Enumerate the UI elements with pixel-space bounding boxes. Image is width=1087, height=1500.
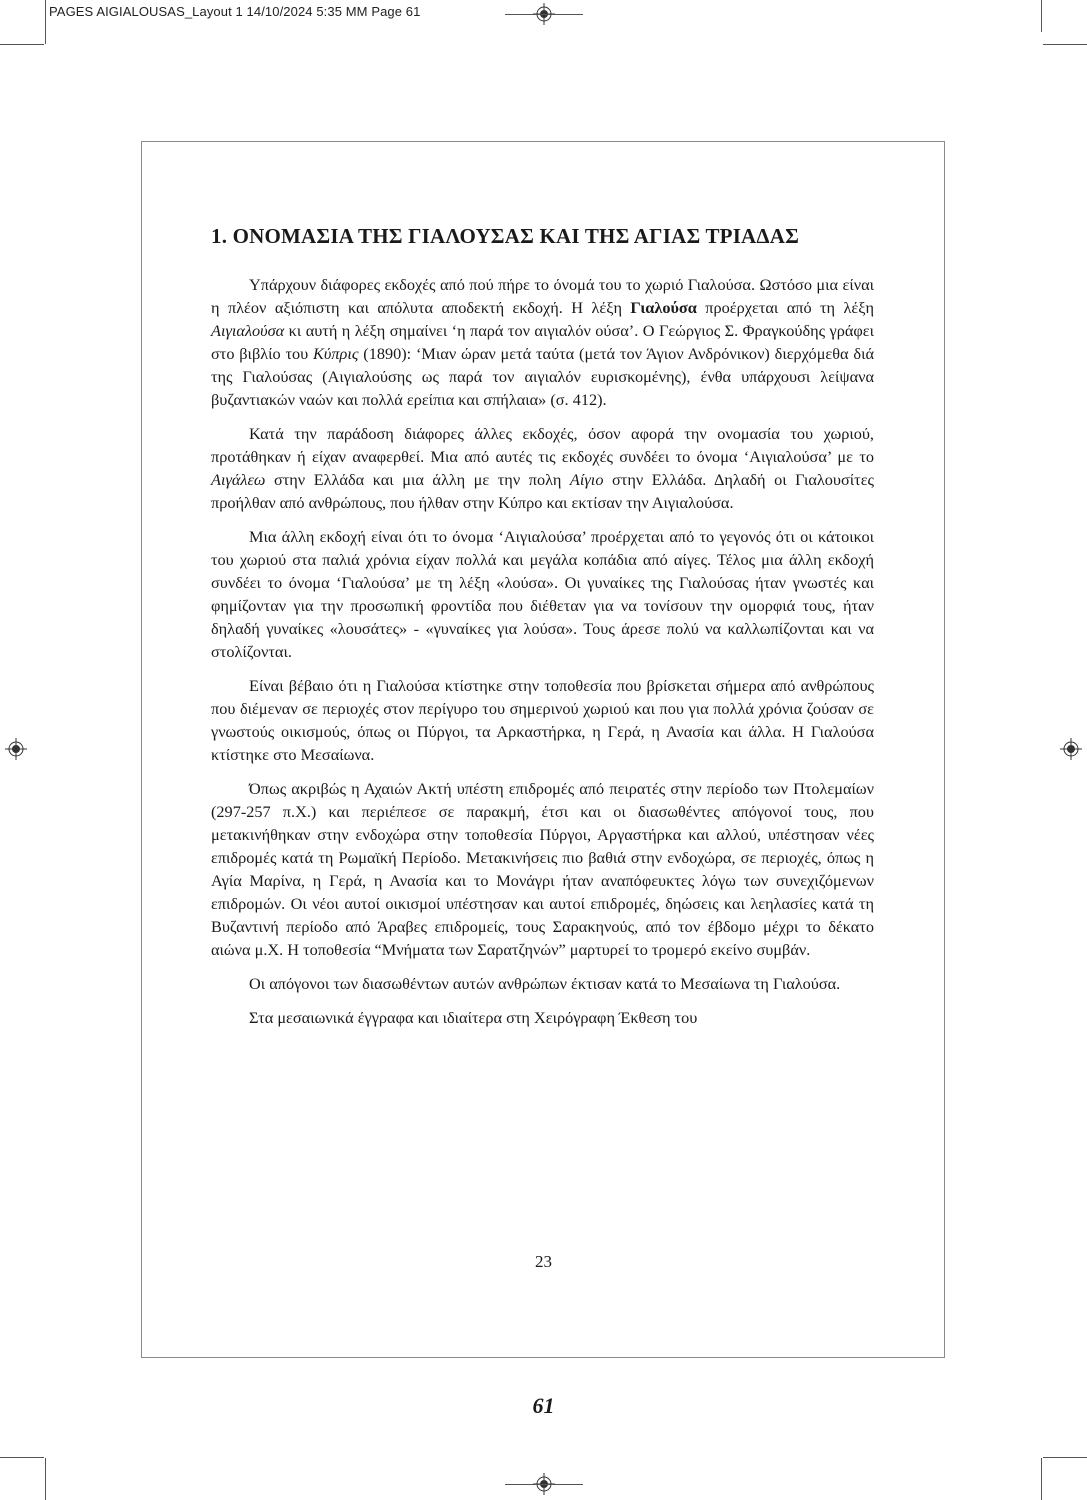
handwritten-page-number: 61	[532, 1393, 555, 1418]
paragraph-5: Όπως ακριβώς η Αχαιών Ακτή υπέστη επιδρομές από πειρατές στην περίοδο των Πτολεμαίων (297-257 π.Χ.) και περιέπεσε σε παρακμή, έτσι και οι διασωθέντες απόγονοί τους, που μετακινήθηκαν στην ενδοχώρα στην τοποθεσία Πύργοι, Αργαστήρκα και αλλού, υπέστησαν νέες επιδρομές κατά τη Ρωμαϊκή Περίοδο. Μετακινήσεις πιο βαθιά στην ενδοχώρα, σε περιοχές, όπως η Αγία Μαρίνα, η Γερά, η Ανασία και το Μονάγρι ήταν αναπόφευκτες λόγω των συνεχιζόμενων επιδρομών. Οι νέοι αυτοί οικισμοί υπέστησαν και αυτοί επιδρομές, δηώσεις και λεηλασίες κατά τη Βυζαντινή περίοδο από Άραβες επιδρομείς, τους Σαρακηνούς, από τον έβδομο μέχρι το δέκατο αιώνα μ.Χ. Η τοποθεσία “Μνήματα των Σαρατζηνών” μαρτυρεί το τρομερό εκείνο συμβάν.	[211, 779, 874, 959]
italic-term: Αίγιο	[569, 470, 604, 489]
print-slug: PAGES AIGIALOUSAS_Layout 1 14/10/2024 5:35 ΜΜ Page 61	[49, 4, 421, 19]
paragraph-7: Στα μεσαιωνικά έγγραφα και ιδιαίτερα στη Χειρόγραφη Έκθεση του	[249, 1008, 698, 1027]
registration-mark-right-icon	[1060, 738, 1082, 760]
paragraph-6: Οι απόγονοι των διασωθέντων αυτών ανθρώπων έκτισαν κατά το Μεσαίωνα τη Γιαλούσα.	[249, 974, 841, 993]
text-run: στην Ελλάδα και μια άλλη με την πολη	[265, 470, 570, 489]
text-run: κι αυτή η λέξη σημαίνει ‘η παρά τον αιγιαλόν ούσα’. Ο Γεώργιος Σ. Φραγκούδης γράφει στο βιβλίο του	[211, 321, 874, 363]
italic-term: Αιγάλεω	[211, 470, 266, 489]
text-run: (1890): ‘Μιαν ώραν μετά ταύτα (μετά τον Άγιον Ανδρόνικον) διερχόμεθα διά της Γιαλούσας (Αιγιαλούσης ως παρά τον αιγιαλόν ευρισκομένης), ένθα υπάρχουσι λείψανα βυζαντιακών ναών και πολλά ερείπια και σπήλαια» (σ. 412).	[211, 344, 874, 409]
paragraph-3: Μια άλλη εκδοχή είναι ότι το όνομα ‘Αιγιαλούσα’ προέρχεται από το γεγονός ότι οι κάτοικοι του χωριού στα παλιά χρόνια είχαν πολλά και μεγάλα κοπάδια από αίγες. Τέλος μια άλλη εκδοχή συνδέει το όνομα ‘Γιαλούσα’ με τη λέξη «λούσα». Οι γυναίκες της Γιαλούσας ήταν γνωστές και φημίζονταν για την προσωπική φροντίδα που διέθεταν για να τονίσουν την ομορφιά τους, ήταν δηλαδή γυναίκες «λουσάτες» - «γυναίκες για λούσα». Τους άρεσε πολύ να καλλωπίζονται και να στολίζονται.	[211, 527, 874, 661]
text-run: Υπάρχουν διάφορες εκδοχές από πού πήρε το όνομά του το χωριό Γιαλούσα. Ωστόσο μια είναι η πλέον αξιόπιστη και απόλυτα αποδεκτή εκδοχή. Η λέξη	[211, 275, 874, 317]
paragraph-4: Είναι βέβαιο ότι η Γιαλούσα κτίστηκε στην τοποθεσία που βρίσκεται σήμερα από ανθρώπους που διέμεναν σε περιοχές στον περίγυρο του σημερινού χωριού και που για πολλά χρόνια ζούσαν σε γνωστούς οικισμούς, όπως οι Πύργοι, τα Αρκαστήρκα, η Γερά, η Ανασία και άλλα. Η Γιαλούσα κτίστηκε στο Μεσαίωνα.	[211, 676, 874, 764]
body-text	[211, 273, 874, 1040]
crop-mark-right-top	[1043, 44, 1087, 45]
crop-mark-bottom-left	[45, 1458, 46, 1500]
text-run: προέρχεται από τη λέξη	[696, 298, 875, 317]
crop-mark-left-bottom	[0, 1457, 44, 1458]
registration-line-top	[505, 14, 583, 15]
paragraph-2	[211, 422, 874, 514]
registration-mark-left-icon	[5, 738, 27, 760]
crop-mark-bottom-right	[1041, 1458, 1042, 1500]
italic-book-title: Κύπρις	[313, 344, 359, 363]
text-run: στην Ελλάδα. Δηλαδή οι Γιαλουσίτες προήλθαν από ανθρώπους, που ήλθαν στην Κύπρο και εκτίσαν την Αιγιαλούσα.	[211, 470, 874, 512]
paragraph-1	[211, 273, 874, 411]
crop-mark-top-right	[1041, 0, 1042, 32]
chapter-title: 1. ΟΝΟΜΑΣΙΑ ΤΗΣ ΓΙΑΛΟΥΣΑΣ ΚΑΙ ΤΗΣ ΑΓΙΑΣ ΤΡΙΑΔΑΣ	[211, 224, 800, 248]
crop-mark-top-left	[45, 0, 46, 44]
crop-mark-left-top	[0, 44, 44, 45]
registration-line-bottom	[505, 1484, 583, 1485]
text-run: Κατά την παράδοση διάφορες άλλες εκδοχές, όσον αφορά την ονομασία του χωριού, προτάθηκαν ή είχαν αναφερθεί. Μια από αυτές τις εκδοχές συνδέει το όνομα ‘Αιγιαλούσα’ με το	[211, 424, 874, 466]
page-number: 23	[535, 1252, 552, 1271]
bold-term: Γιαλούσα	[630, 298, 697, 317]
crop-mark-right-bottom	[1043, 1457, 1087, 1458]
italic-term: Αιγιαλούσα	[211, 321, 285, 340]
